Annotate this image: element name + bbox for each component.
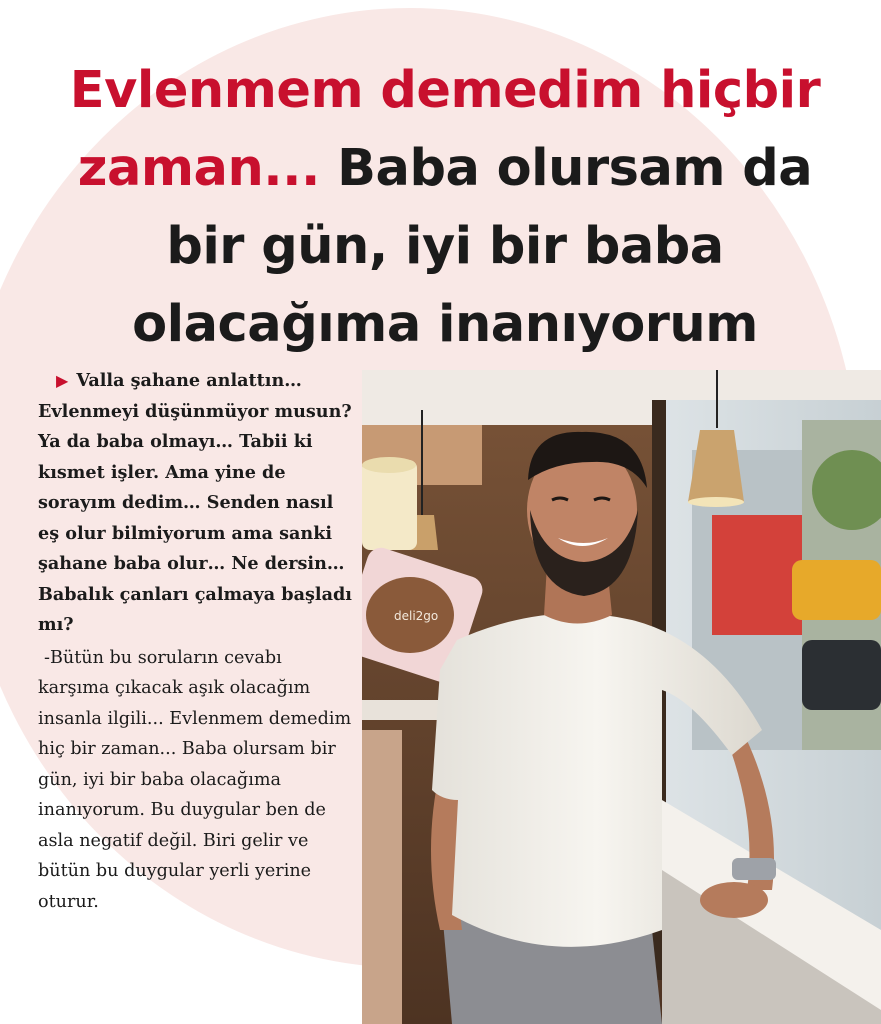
article-body: [38, 366, 356, 917]
headline-black-part: Baba olursam da bir gün, iyi bir baba olacağıma inanıyorum: [132, 139, 813, 354]
interview-question: [38, 366, 356, 641]
portrait-photo: [362, 370, 881, 1024]
headline: [40, 52, 850, 364]
triangle-bullet-icon: ▶: [56, 371, 69, 390]
interview-answer: [38, 643, 356, 918]
cafe-scene-illustration: [362, 370, 881, 1024]
answer-text: Bütün bu soruların cevabı karşıma çıkacak aşık olacağım insanla ilgili... Evlenmem demedim hiç bir zaman... Baba olursam bir gün, iyi bir baba olacağıma inanıyorum. Bu duygular ben de asla negatif değil. Biri gelir ve bütün bu duygular yerli yerine oturur.: [38, 647, 352, 912]
question-text: Valla şahane anlattın… Evlenmeyi düşünmüyor musun? Ya da baba olmayı… Tabii ki kısmet işler. Ama yine de sorayım dedim… Senden nasıl eş olur bilmiyorum ama sanki şahane baba olur… Ne dersin… Babalık çanları çalmaya başladı mı?: [38, 370, 352, 635]
cup-logo-text: deli2go: [394, 609, 439, 623]
answer-dash: -: [44, 647, 50, 668]
headline-red-part: Evlenmem demedim hiçbir zaman...: [69, 61, 821, 198]
